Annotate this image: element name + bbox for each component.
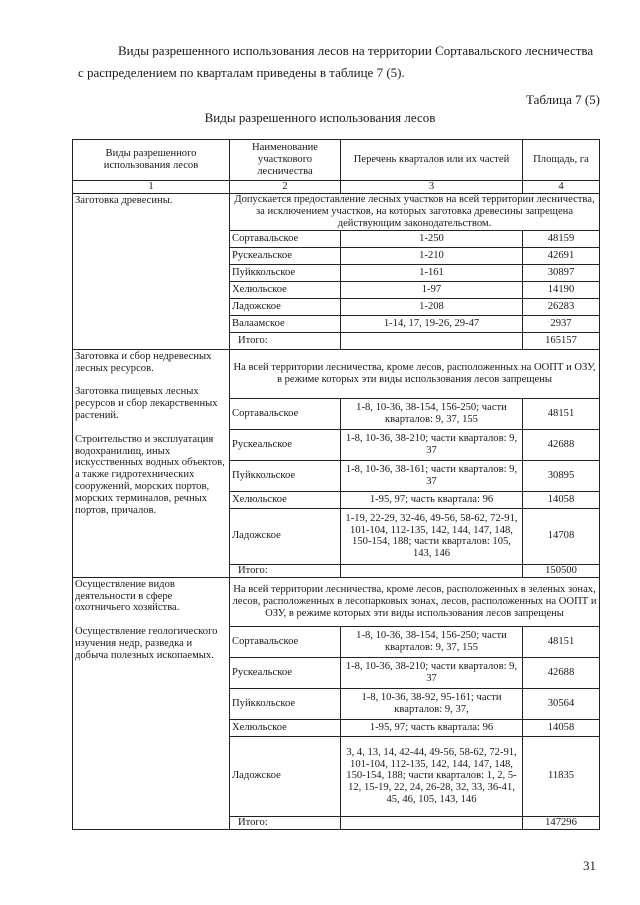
use-kind: Заготовка пищевых лесных ресурсов и сбор лекарственных растений.	[75, 386, 218, 421]
quarters-list: 1-97	[341, 281, 523, 298]
section-note-row	[73, 577, 600, 626]
area-value: 2937	[523, 315, 600, 332]
forestry-name: Пуйккольское	[230, 264, 341, 281]
section-note: На всей территории лесничества, кроме лесов, расположенных на ООПТ и ОЗУ, в режиме которых эти виды использования лесов запрещены	[230, 349, 600, 398]
area-value: 30564	[523, 688, 600, 719]
intro-paragraph: Виды разрешенного использования лесов на территории Сортавальского лесничества с распределением по кварталам приведены в таблице 7 (5).	[78, 43, 594, 80]
empty-cell	[341, 816, 523, 829]
area-value: 14708	[523, 508, 600, 564]
total-value: 147296	[523, 816, 600, 829]
quarters-list: 1-14, 17, 19-26, 29-47	[341, 315, 523, 332]
area-value: 48151	[523, 626, 600, 657]
quarters-list: 1-95, 97; часть квартала: 96	[341, 719, 523, 736]
forestry-name: Хелюльское	[230, 719, 341, 736]
quarters-list: 1-161	[341, 264, 523, 281]
forestry-name: Сортавальское	[230, 626, 341, 657]
total-value: 150500	[523, 564, 600, 577]
header-cell: Виды разрешенного использования лесов	[73, 140, 230, 181]
forestry-name: Сортавальское	[230, 230, 341, 247]
use-kind: Заготовка и сбор недревесных лесных ресурсов.	[75, 350, 212, 374]
forestry-name: Пуйккольское	[230, 688, 341, 719]
forestry-name: Рускеальское	[230, 429, 341, 460]
area-value: 14190	[523, 281, 600, 298]
forestry-name: Сортавальское	[230, 398, 341, 429]
forestry-name: Валаамское	[230, 315, 341, 332]
quarters-list: 1-8, 10-36, 38-92, 95-161; части кварталов: 9, 37,	[341, 688, 523, 719]
area-value: 30897	[523, 264, 600, 281]
quarters-list: 1-19, 22-29, 32-46, 49-56, 58-62, 72-91, 101-104, 112-135, 142, 144, 147, 148, 150-154, 188; части кварталов: 105, 143, 146	[341, 508, 523, 564]
area-value: 42688	[523, 657, 600, 688]
forestry-name: Хелюльское	[230, 281, 341, 298]
forestry-name: Ладожское	[230, 298, 341, 315]
header-cell: Наименование участкового лесничества	[230, 140, 341, 181]
forestry-name: Ладожское	[230, 508, 341, 564]
area-value: 48159	[523, 230, 600, 247]
area-value: 11835	[523, 736, 600, 816]
use-kind: Строительство и эксплуатация водохранилищ, иных искусственных водных объектов, а также гидротехнических сооружений, морских портов, морских терминалов, речных портов, причалов.	[75, 433, 225, 516]
area-value: 42691	[523, 247, 600, 264]
forestry-name: Рускеальское	[230, 657, 341, 688]
column-number: 4	[523, 181, 600, 194]
use-kind: Осуществление геологического изучения недр, разведка и добыча полезных ископаемых.	[75, 626, 218, 661]
area-value: 42688	[523, 429, 600, 460]
quarters-list: 1-95, 97; часть квартала: 96	[341, 491, 523, 508]
total-label: Итого:	[230, 564, 341, 577]
area-value: 14058	[523, 491, 600, 508]
header-cell: Площадь, га	[523, 140, 600, 181]
quarters-list: 1-8, 10-36, 38-210; части кварталов: 9, 37	[341, 429, 523, 460]
forestry-name: Ладожское	[230, 736, 341, 816]
use-kinds-cell	[73, 577, 230, 829]
forest-use-table	[72, 139, 600, 830]
quarters-list: 1-8, 10-36, 38-154, 156-250; части кварталов: 9, 37, 155	[341, 626, 523, 657]
header-cell: Перечень кварталов или их частей	[341, 140, 523, 181]
quarters-list: 1-250	[341, 230, 523, 247]
total-label: Итого:	[230, 816, 341, 829]
page-number: 31	[583, 858, 596, 873]
total-label: Итого:	[230, 332, 341, 349]
area-value: 14058	[523, 719, 600, 736]
total-value: 165157	[523, 332, 600, 349]
area-value: 30895	[523, 460, 600, 491]
table-title: Виды разрешенного использования лесов	[204, 110, 436, 125]
use-kinds-cell	[73, 193, 230, 349]
quarters-list: 1-210	[341, 247, 523, 264]
forestry-name: Рускеальское	[230, 247, 341, 264]
quarters-list: 1-8, 10-36, 38-154, 156-250; части кварталов: 9, 37, 155	[341, 398, 523, 429]
section-note-row	[73, 349, 600, 398]
quarters-list: 1-208	[341, 298, 523, 315]
quarters-list: 1-8, 10-36, 38-161; части кварталов: 9, 37	[341, 460, 523, 491]
section-note: Допускается предоставление лесных участков на всей территории лесничества, за исключением участков, на которых заготовка древесины запрещена действующим законодательством.	[230, 193, 600, 230]
column-number-row	[73, 181, 600, 194]
empty-cell	[341, 564, 523, 577]
use-kind: Заготовка древесины.	[75, 194, 173, 206]
area-value: 26283	[523, 298, 600, 315]
empty-cell	[341, 332, 523, 349]
quarters-list: 3, 4, 13, 14, 42-44, 49-56, 58-62, 72-91, 101-104, 112-135, 142, 144, 147, 148, 150-154, 188; части кварталов: 1, 2, 5-12, 15-19, 22, 24, 26-28, 32, 33, 36-41, 45, 46, 105, 143, 146	[341, 736, 523, 816]
table-label: Таблица 7 (5)	[525, 92, 600, 107]
area-value: 48151	[523, 398, 600, 429]
quarters-list: 1-8, 10-36, 38-210; части кварталов: 9, 37	[341, 657, 523, 688]
header-row	[73, 140, 600, 181]
column-number: 1	[73, 181, 230, 194]
section-note-row	[73, 193, 600, 230]
column-number: 2	[230, 181, 341, 194]
use-kind: Осуществление видов деятельности в сфере охотничьего хозяйства.	[75, 578, 180, 614]
forestry-name: Пуйккольское	[230, 460, 341, 491]
section-note: На всей территории лесничества, кроме лесов, расположенных в зеленых зонах, лесов, расположенных в лесопарковых зонах, лесов, расположенных на ООПТ и ОЗУ, в режиме которых эти виды использования лесов запрещены	[230, 577, 600, 626]
use-kinds-cell	[73, 349, 230, 577]
forestry-name: Хелюльское	[230, 491, 341, 508]
column-number: 3	[341, 181, 523, 194]
